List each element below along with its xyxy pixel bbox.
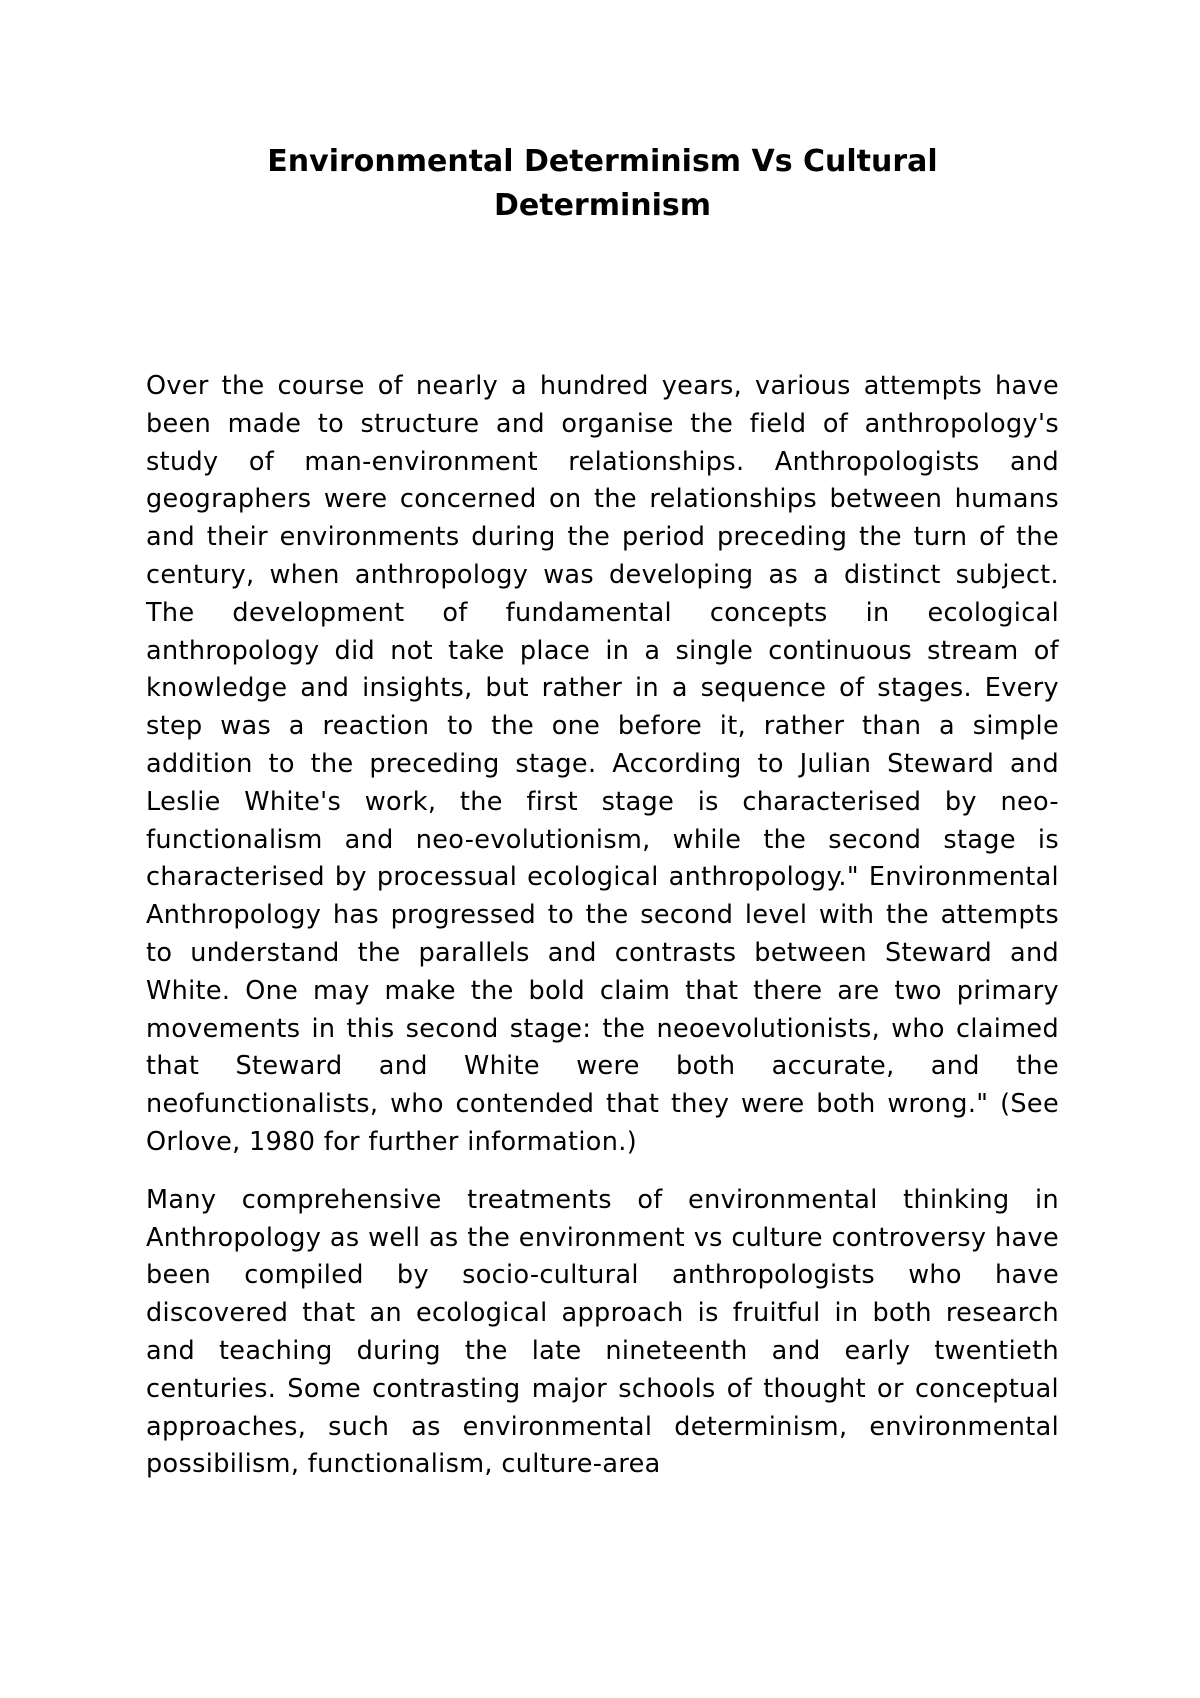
paragraph-1: Over the course of nearly a hundred years, various attempts have been made to structure and organise the field of anthropology's study of man-environment relationships. Anthropologists and geographers were concerned on the relationships between humans and their environments during the period preceding the turn of the century, when anthropology was developing as a distinct subject. The development of fundamental concepts in ecological anthropology did not take place in a single continuous stream of knowledge and insights, but rather in a sequence of stages. Every step was a reaction to the one before it, rather than a simple addition to the preceding stage. According to Julian Steward and Leslie White's work, the first stage is characterised by neo-functionalism and neo-evolutionism, while the second stage is characterised by processual ecological anthropology." Environmental Anthropology has progressed to the second level with the attempts to understand the parallels and contrasts between Steward and White. One may make the bold claim that there are two primary movements in this second stage: the neoevolutionists, who claimed that Steward and White were both accurate, and the neofunctionalists, who contended that they were both wrong." (See Orlove, 1980 for further information.) — [146, 371, 1059, 1157]
document-title — [146, 140, 1059, 228]
document-title-line-1: Environmental Determinism Vs Cultural — [267, 144, 938, 179]
document-body — [146, 368, 1059, 1504]
paragraph-2: Many comprehensive treatments of environmental thinking in Anthropology as well as the environment vs culture controversy have been compiled by socio-cultural anthropologists who have discovered that an ecological approach is fruitful in both research and teaching during the late nineteenth and early twentieth centuries. Some contrasting major schools of thought or conceptual approaches, such as environmental determinism, environmental possibilism, functionalism, culture-area — [146, 1184, 1059, 1480]
document-title-line-2: Determinism — [493, 188, 712, 223]
